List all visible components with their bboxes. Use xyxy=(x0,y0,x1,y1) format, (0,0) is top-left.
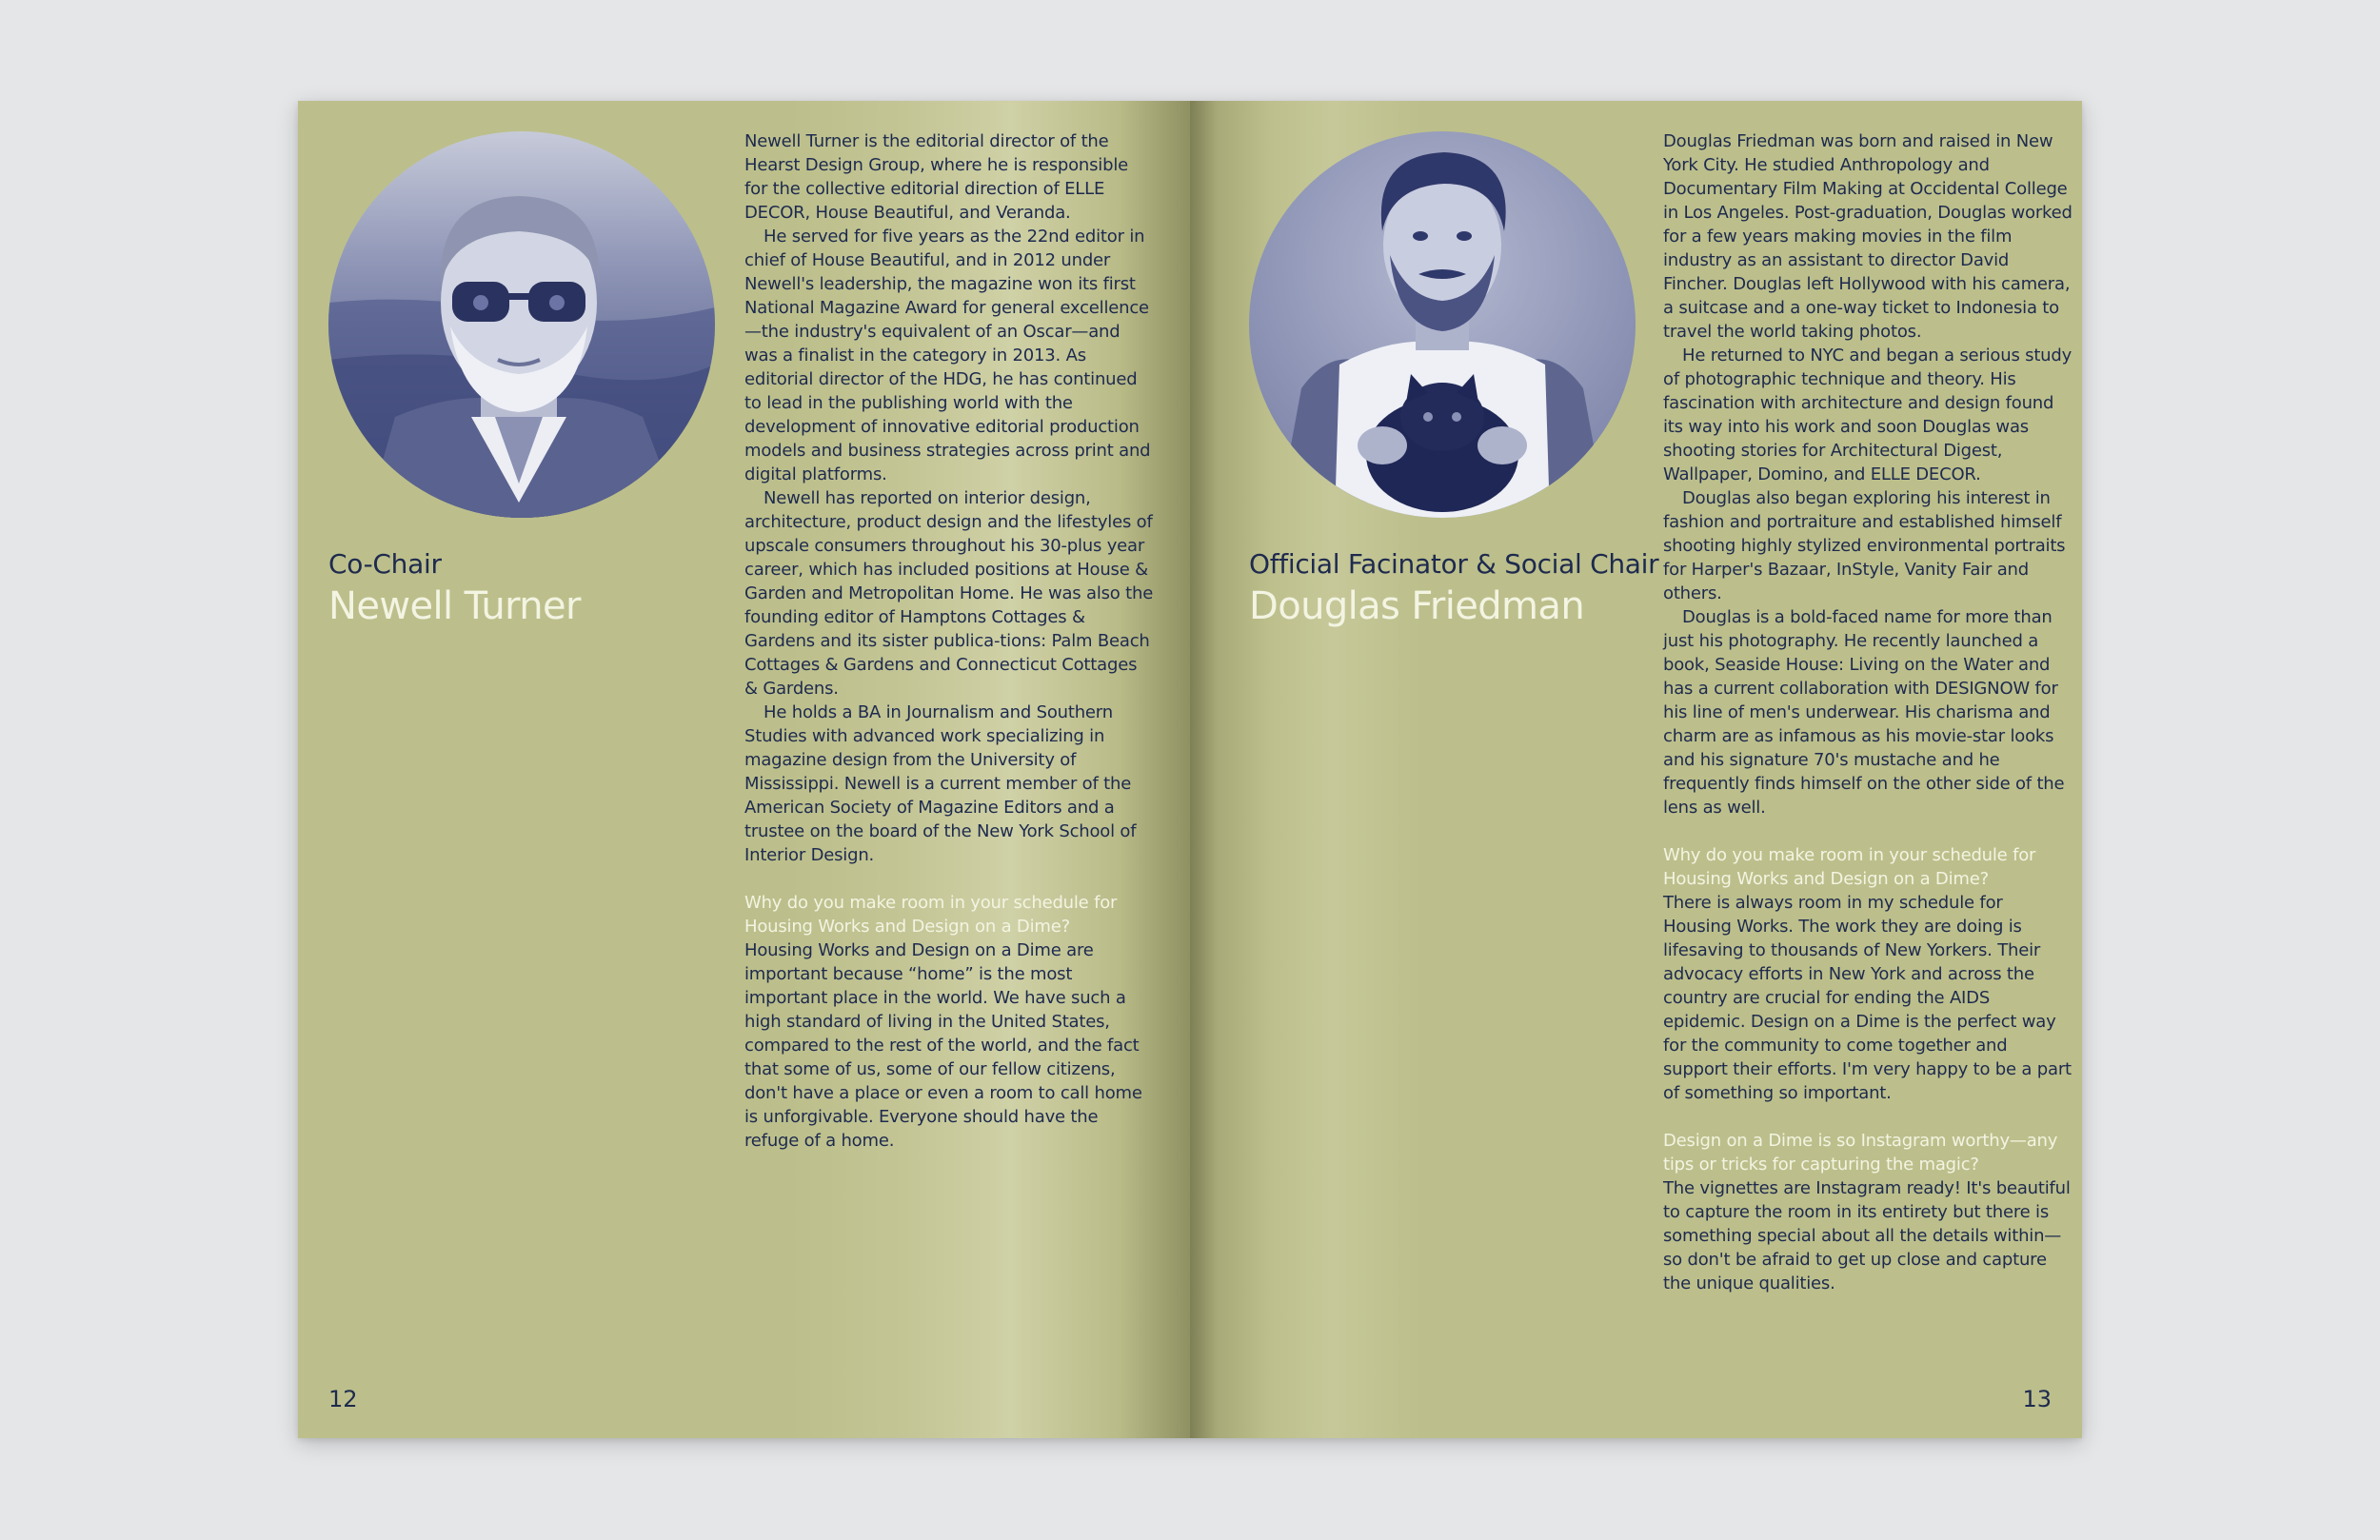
interview-answer: Housing Works and Design on a Dime are important because “home” is the most important place in the world. We have such a high standard of living in the United States, compared to the rest of the world, and the fact that some of us, some of our fellow citizens, don't have a place or even a room to call home is unforgivable. Everyone should have the refuge of a home. xyxy=(744,940,1142,1151)
portrait-newell-turner xyxy=(328,131,715,518)
person-name: Newell Turner xyxy=(328,584,581,628)
magazine-spread xyxy=(298,101,2082,1438)
bio-paragraph: He holds a BA in Journalism and Southern Studies with advanced work specializing in magazine design from the University of Mississippi. Newell is a current member of the American Society of Magazine Editors and a trustee on the board of the New York School of Interior Design. xyxy=(744,702,1137,865)
portrait-newell-turner-image xyxy=(328,131,715,518)
page-number: 13 xyxy=(2022,1386,2052,1412)
bio-column xyxy=(744,129,1154,1153)
page-number: 12 xyxy=(328,1386,358,1412)
interview-question: Why do you make room in your schedule for Housing Works and Design on a Dime? xyxy=(1663,845,2036,889)
bio-paragraph: Douglas is a bold-faced name for more than just his photography. He recently launched a book, Seaside House: Living on the Water and has a current collaboration with DESIGNOW for his line of men's underwear. His charisma and charm are as infamous as his movie-star looks and his signature 70's mustache and he frequently finds himself on the other side of the lens as well. xyxy=(1663,607,2065,818)
right-page xyxy=(1190,101,2082,1438)
bio-paragraph: Newell Turner is the editorial director of the Hearst Design Group, where he is responsible for the collective editorial direction of ELLE DECOR, House Beautiful, and Veranda. xyxy=(744,131,1129,223)
left-page xyxy=(298,101,1190,1438)
bio-paragraph: Douglas also began exploring his interest in fashion and portraiture and established himself shooting highly stylized environmental portraits for Harper's Bazaar, InStyle, Vanity Fair and others. xyxy=(1663,488,2066,603)
interview-answer: There is always room in my schedule for Housing Works. The work they are doing is lifesaving to thousands of New Yorkers. Their advocacy efforts in New York and across the country are crucial for ending the AIDS epidemic. Design on a Dime is the perfect way for the community to come together and support their efforts. I'm very happy to be a part of something so important. xyxy=(1663,893,2072,1103)
interview-question: Design on a Dime is so Instagram worthy—any tips or tricks for capturing the magic? xyxy=(1663,1131,2058,1175)
bio-paragraph: Douglas Friedman was born and raised in New York City. He studied Anthropology and Documentary Film Making at Occidental College in Los Angeles. Post-graduation, Douglas worked for a few years making movies in the film industry as an assistant to director David Fincher. Douglas left Hollywood with his camera, a suitcase and a one-way ticket to Indonesia to travel the world taking photos. xyxy=(1663,131,2073,342)
bio-column xyxy=(1663,129,2073,1295)
person-name: Douglas Friedman xyxy=(1249,584,1585,628)
role-title: Official Facinator & Social Chair xyxy=(1249,548,1659,580)
portrait-douglas-friedman xyxy=(1249,131,1636,518)
portrait-douglas-friedman-image xyxy=(1249,131,1636,518)
interview-question: Why do you make room in your schedule for Housing Works and Design on a Dime? xyxy=(744,893,1118,937)
bio-paragraph: He served for five years as the 22nd editor in chief of House Beautiful, and in 2012 under Newell's leadership, the magazine won its first National Magazine Award for general excellence—the industry's equivalent of an Oscar—and was a finalist in the category in 2013. As editorial director of the HDG, he has continued to lead in the publishing world with the development of innovative editorial production models and business strategies across print and digital platforms. xyxy=(744,227,1151,484)
bio-paragraph: He returned to NYC and began a serious study of photographic technique and theory. His fascination with architecture and design found its way into his work and soon Douglas was shooting stories for Architectural Digest, Wallpaper, Domino, and ELLE DECOR. xyxy=(1663,346,2073,484)
interview-answer: The vignettes are Instagram ready! It's beautiful to capture the room in its entirety but there is something special about all the details within—so don't be afraid to get up close and capture the unique qualities. xyxy=(1663,1178,2071,1293)
bio-paragraph: Newell has reported on interior design, architecture, product design and the lifestyles of upscale consumers throughout his 30-plus year career, which has included positions at House & Garden and Metropolitan Home. He was also the founding editor of Hamptons Cottages & Gardens and its sister publica-tions: Palm Beach Cottages & Gardens and Connecticut Cottages & Gardens. xyxy=(744,488,1154,699)
role-title: Co-Chair xyxy=(328,548,442,580)
